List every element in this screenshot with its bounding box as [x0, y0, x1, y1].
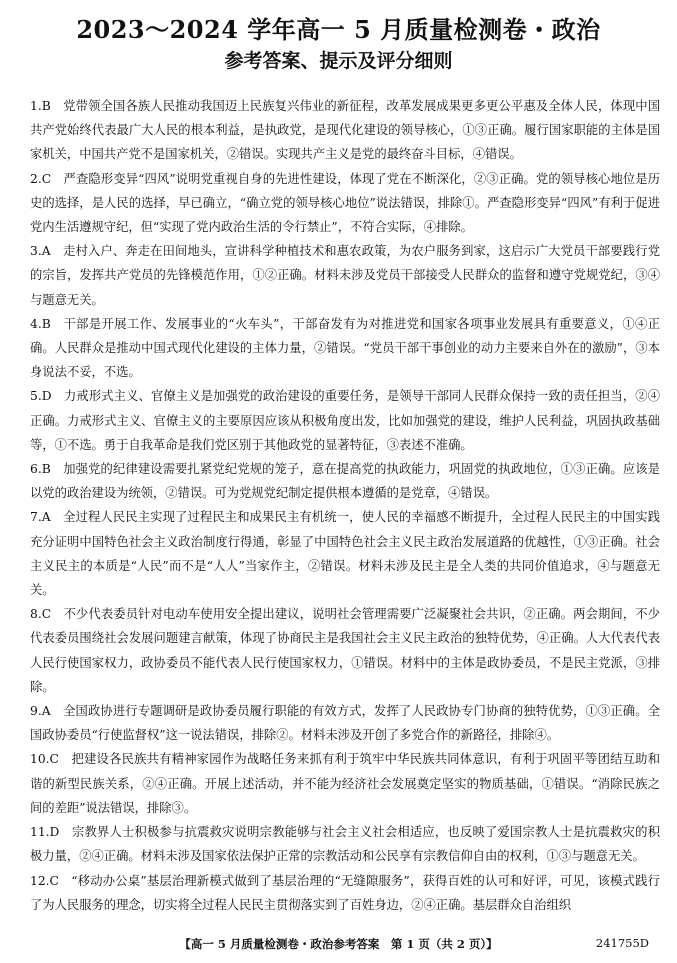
answer-number: 2.C — [30, 171, 52, 186]
answer-item — [30, 747, 660, 820]
answer-item — [30, 384, 660, 457]
answer-explanation: 干部是开展工作、发展事业的“火车头”，干部奋发有为对推进党和国家各项事业发展具有重要意义，①④正确。人民群众是推动中国式现代化建设的主体力量，②错误。“党员干部干事创业的动力主要来自外在的激励”，③本身说法不妥，不选。 — [30, 316, 660, 380]
answer-explanation: 走村入户、奔走在田间地头，宣讲科学种植技术和惠农政策，为农户服务到家，这启示广大党员干部要践行党的宗旨，发挥共产党员的先锋模范作用，①②正确。材料未涉及党员干部接受人民群众的监督和遵守党规党纪，③④与题意无关。 — [30, 244, 660, 307]
answer-item — [30, 602, 660, 699]
answer-item — [30, 699, 660, 747]
answer-explanation: 宗教界人士积极参与抗震救灾说明宗教能够与社会主义社会相适应，也反映了爱国宗教人士是抗震救灾的积极力量，②④正确。材料未涉及国家依法保护正常的宗教活动和公民享有宗教信仰自由的权利，①③与题意无关。 — [30, 825, 660, 864]
footer-page-info: 【高一 5 月质量检测卷・政治参考答案 第 1 页（共 2 页）】 — [179, 937, 498, 951]
answer-number: 7.A — [30, 510, 51, 525]
answer-explanation: 严查隐形变异“四风”说明党重视自身的先进性建设，体现了党在不断深化，②③正确。党的领导核心地位是历史的选择，是人民的选择，早已确立，“确立党的领导核心地位”说法错误，排除①。严查隐形变异“四风”有利于促进党内生活遵规守纪，但“实现了党内政治生活的令行禁止”，不符合实际，④排除。 — [30, 171, 660, 235]
answer-number: 1.B — [30, 99, 51, 113]
answer-number: 12.C — [30, 873, 59, 888]
answer-item — [30, 869, 660, 917]
answer-item — [30, 505, 660, 602]
answer-number: 5.D — [30, 389, 52, 404]
answer-item — [30, 239, 660, 312]
answer-explanation: 力戒形式主义、官僚主义是加强党的政治建设的重要任务，是领导干部同人民群众保持一致的责任担当，②④正确。力戒形式主义、官僚主义的主要原因应该从积极角度出发，比如加强党的建设，维护人民利益，巩固执政基础等，①不选。勇于自我革命是我们党区别于其他政党的显著特征，③表述不准确。 — [30, 389, 660, 452]
answer-explanation: 党带领全国各族人民推动我国迈上民族复兴伟业的新征程，改革发展成果更多更公平惠及全体人民，体现中国共产党始终代表最广大人民的根本利益，是执政党，是现代化建设的领导核心，①③正确。履行国家职能的主体是国家机关，中国共产党不是国家机关，②错误。实现共产主义是党的最终奋斗目标，④错误。 — [30, 99, 660, 162]
answer-explanation: 加强党的纪律建设需要扎紧党纪党规的笼子，意在提高党的执政能力，巩固党的执政地位，①③正确。应该是以党的政治建设为统领，②错误。可为党规党纪制定提供根本遵循的是党章，④错误。 — [30, 462, 660, 501]
answer-item — [30, 820, 660, 868]
answer-explanation: “移动办公桌”基层治理新模式做到了基层治理的“无缝隙服务”，获得百姓的认可和好评，可见，该模式践行了为人民服务的理念，切实将全过程人民民主贯彻落实到了百姓身边，②④正确。基层群众自治组织 — [30, 873, 660, 912]
page-title: 2023～2024 学年高一 5 月质量检测卷・政治 — [76, 15, 601, 44]
answer-item — [30, 312, 660, 385]
answer-number: 11.D — [30, 825, 60, 840]
footer-code: 241755D — [595, 936, 649, 950]
answer-number: 4.B — [30, 316, 51, 331]
answer-number: 10.C — [30, 752, 59, 767]
answer-number: 3.A — [30, 244, 51, 259]
answer-number: 9.A — [30, 704, 51, 719]
answer-explanation: 全过程人民民主实现了过程民主和成果民主有机统一，使人民的幸福感不断提升，全过程人民民主的中国实践充分证明中国特色社会主义政治制度行得通，彰显了中国特色社会主义民主政治发展道路的优越性，①③正确。社会主义民主的本质是“人民”而不是“人人”当家作主，②错误。材料未涉及民主是全人类的共同价值追求，④与题意无关。 — [30, 510, 660, 598]
answer-number: 8.C — [30, 607, 52, 622]
answer-item — [30, 94, 660, 167]
answer-item — [30, 167, 660, 240]
answer-explanation: 不少代表委员针对电动车使用安全提出建议，说明社会管理需要广泛凝聚社会共识，②正确。两会期间，不少代表委员围绕社会发展问题建言献策，体现了协商民主是我国社会主义民主政治的独特优势，④正确。人大代表代表人民行使国家权力，政协委员不能代表人民行使国家权力，①错误。材料中的主体是政协委员，不是民主党派，③排除。 — [30, 607, 660, 694]
answer-number: 6.B — [30, 462, 51, 477]
answer-item — [30, 457, 660, 505]
page-subtitle: 参考答案、提示及评分细则 — [224, 50, 453, 72]
answer-explanation: 全国政协进行专题调研是政协委员履行职能的有效方式，发挥了人民政协专门协商的独特优势，①③正确。全国政协委员“行使监督权”这一说法错误，排除②。材料未涉及开创了多党合作的新路径，排除④。 — [30, 704, 660, 743]
answer-list — [30, 94, 660, 917]
answer-explanation: 把建设各民族共有精神家园作为战略任务来抓有利于筑牢中华民族共同体意识，有利于巩固平等团结互助和谐的新型民族关系，②④正确。开展上述活动，并不能为经济社会发展奠定坚实的物质基础，①错误。“消除民族之间的差距”说法错误，排除③。 — [30, 752, 660, 815]
